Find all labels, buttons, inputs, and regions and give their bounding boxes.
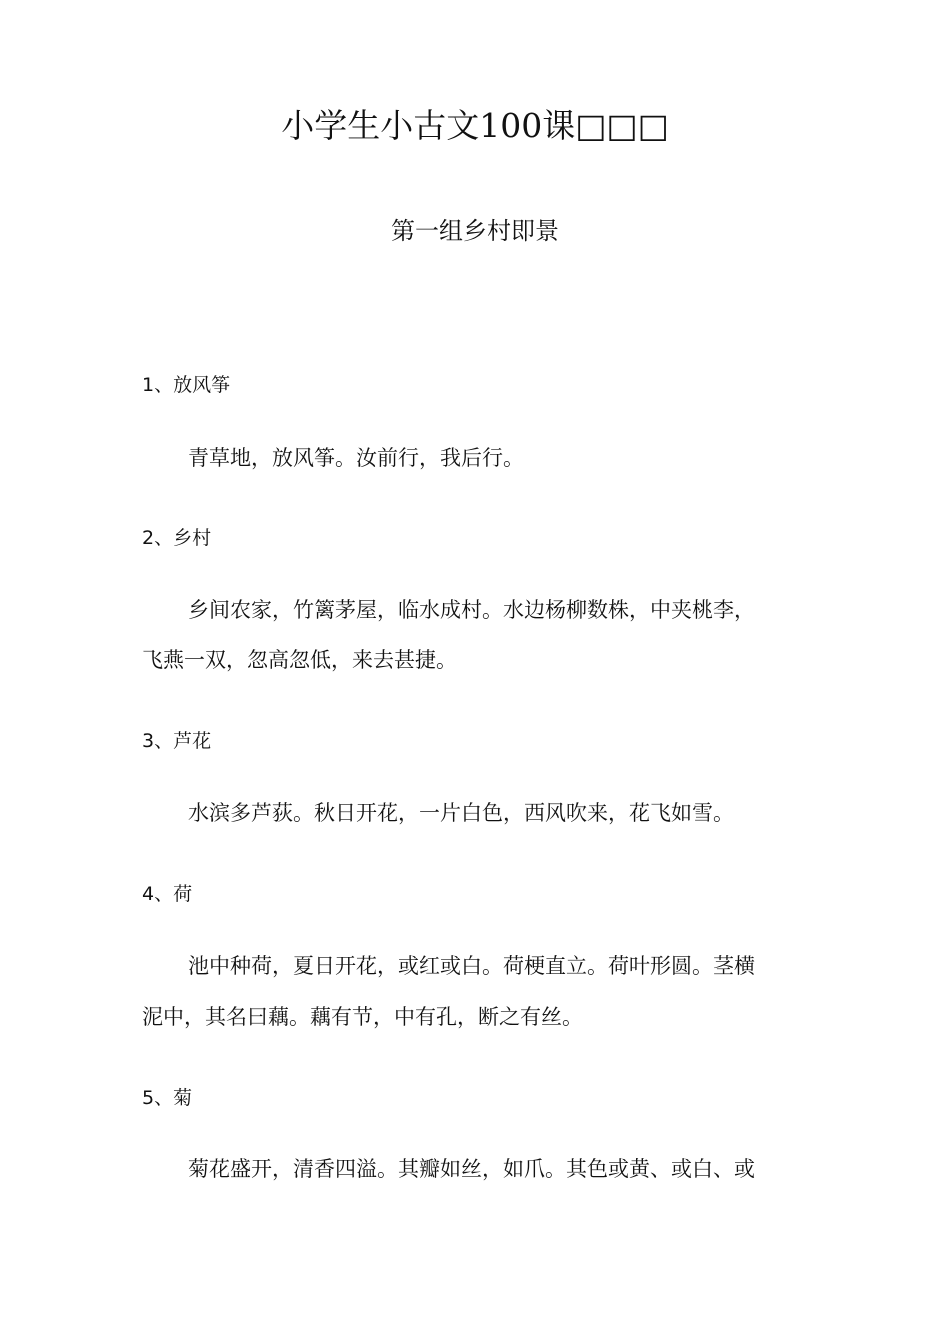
lesson-text: 菊花盛开，清香四溢。其瓣如丝，如爪。其色或黄、或白、或 — [188, 1157, 755, 1181]
lesson-text: 青草地，放风筝。汝前行，我后行。 — [188, 446, 524, 470]
group-title: 第一组乡村即景 — [391, 217, 559, 245]
lesson-text: 泥中，其名曰藕。藕有节，中有孔，断之有丝。 — [142, 1005, 583, 1029]
lesson-text: 水滨多芦荻。秋日开花，一片白色，西风吹来，花飞如雪。 — [188, 801, 734, 825]
lesson-text: 乡间农家，竹篱茅屋，临水成村。水边杨柳数株，中夹桃李， — [188, 598, 755, 622]
lesson-text: 池中种荷，夏日开花，或红或白。荷梗直立。荷叶形圆。茎横 — [188, 954, 755, 978]
lesson-heading: 1、放风筝 — [142, 374, 231, 396]
document-title: 小学生小古文100课□□□ — [281, 106, 669, 145]
lesson-heading: 2、乡村 — [142, 527, 212, 549]
lesson-text: 飞燕一双，忽高忽低，来去甚捷。 — [142, 648, 457, 672]
lesson-heading: 5、菊 — [142, 1087, 193, 1109]
lesson-heading: 3、芦花 — [142, 730, 212, 752]
lesson-heading: 4、荷 — [142, 883, 193, 905]
